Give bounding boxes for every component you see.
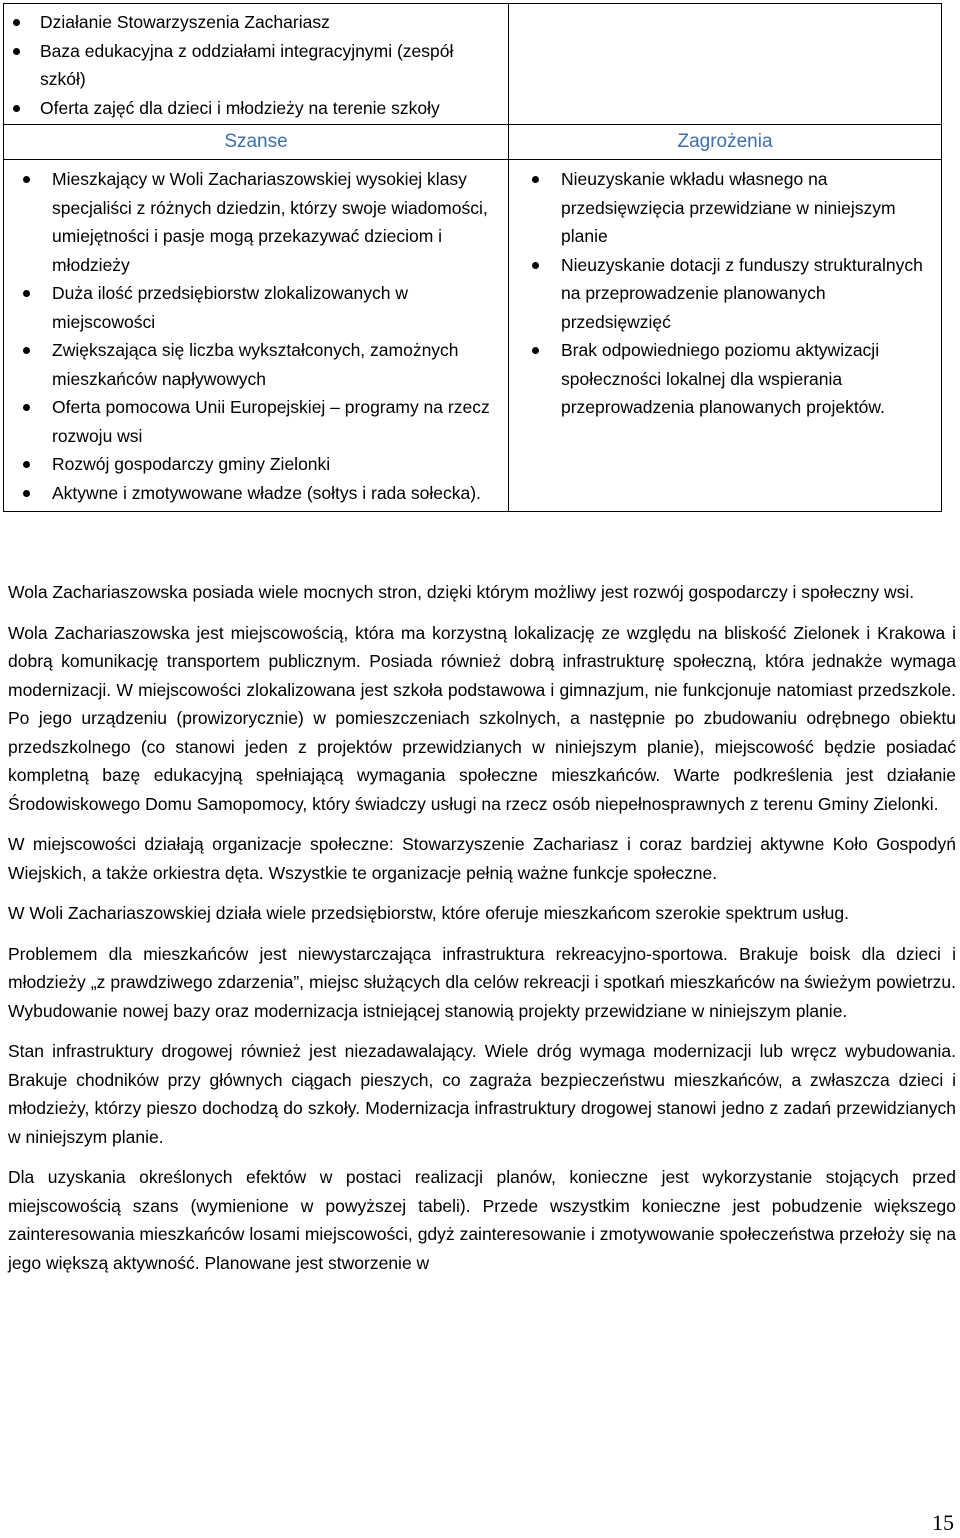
list-item: Rozwój gospodarczy gminy Zielonki xyxy=(4,450,508,479)
paragraph: W miejscowości działają organizacje społeczne: Stowarzyszenie Zachariasz i coraz bardziej aktywne Koło Gospodyń Wiejskich, a także orkiestra dęta. Wszystkie te organizacje pełnią ważne funkcje społeczne. xyxy=(8,834,956,883)
list-item: Działanie Stowarzyszenia Zachariasz xyxy=(4,8,508,37)
threats-cell xyxy=(509,160,942,512)
list-item: Baza edukacyjna z oddziałami integracyjnymi (zespół szkół) xyxy=(4,37,508,94)
threats-list xyxy=(509,160,941,426)
weaknesses-cell xyxy=(509,4,942,125)
paragraph: W Woli Zachariaszowskiej działa wiele przedsiębiorstw, które oferuje mieszkańcom szerokie spektrum usług. xyxy=(8,903,849,923)
paragraph: Wola Zachariaszowska jest miejscowością, która ma korzystną lokalizację ze względu na bliskość Zielonek i Krakowa i dobrą komunikację transportem publicznym. Posiada również dobrą infrastrukturę społeczną, która jednakże wymaga modernizacji. W miejscowości zlokalizowana jest szkoła podstawowa i gimnazjum, nie funkcjonuje natomiast przedszkole. Po jego urządzeniu (prowizorycznie) w pomieszczeniach szkolnych, a następnie po zbudowaniu odrębnego obiektu przedszkolnego (co stanowi jeden z projektów przewidzianych w niniejszym planie), miejscowość będzie posiadać kompletną bazę edukacyjną spełniającą wymagania społeczne mieszkańców. Warte podkreślenia jest działanie Środowiskowego Domu Samopomocy, który świadczy usługi na rzecz osób niepełnosprawnych z terenu Gminy Zielonki. xyxy=(8,622,956,814)
strengths-list xyxy=(4,4,508,124)
list-item: Mieszkający w Woli Zachariaszowskiej wysokiej klasy specjaliści z różnych dziedzin, którzy swoje wiadomości, umiejętności i pasje mogą przekazywać dzieciom i młodzieży xyxy=(4,165,508,279)
paragraph: Dla uzyskania określonych efektów w postaci realizacji planów, konieczne jest wykorzystanie stojących przed miejscowością szans (wymienione w powyższej tabeli). Przede wszystkim konieczne jest pobudzenie większego zainteresowania mieszkańców losami miejscowości, gdyż zainteresowanie i zmotywowanie społeczeństwa przełoży się na jego większą aktywność. Planowane jest stworzenie w xyxy=(8,1167,956,1273)
page-number: 15 xyxy=(932,1510,954,1535)
header-row xyxy=(4,125,942,160)
strengths-row xyxy=(4,4,942,125)
opportunities-list xyxy=(4,160,508,511)
list-item: Aktywne i zmotywowane władze (sołtys i rada sołecka). xyxy=(4,479,508,508)
paragraph: Wola Zachariaszowska posiada wiele mocnych stron, dzięki którym możliwy jest rozwój gospodarczy i społeczny wsi. xyxy=(8,582,915,602)
body-text xyxy=(8,578,956,1289)
strengths-cell xyxy=(4,4,509,125)
threats-header: Zagrożenia xyxy=(509,125,942,160)
paragraph: Problemem dla mieszkańców jest niewystarczająca infrastruktura rekreacyjno-sportowa. Brakuje boisk dla dzieci i młodzieży „z prawdziwego zdarzenia”, miejsc służących dla celów rekreacji i spotkań mieszkańców na świeżym powietrzu. Wybudowanie nowej bazy oraz modernizacja istniejącej stanowią projekty przewidziane w niniejszym planie. xyxy=(8,943,956,1021)
list-item: Oferta pomocowa Unii Europejskiej – programy na rzecz rozwoju wsi xyxy=(4,393,508,450)
list-item: Zwiększająca się liczba wykształconych, zamożnych mieszkańców napływowych xyxy=(4,336,508,393)
content-row xyxy=(4,160,942,512)
swot-table xyxy=(3,3,942,512)
list-item: Duża ilość przedsiębiorstw zlokalizowanych w miejscowości xyxy=(4,279,508,336)
list-item: Oferta zajęć dla dzieci i młodzieży na terenie szkoły xyxy=(4,94,508,123)
paragraph: Stan infrastruktury drogowej również jest niezadawalający. Wiele dróg wymaga modernizacji lub wręcz wybudowania. Brakuje chodników przy głównych ciągach pieszych, co zagraża bezpieczeństwu mieszkańców, a zwłaszcza dzieci i młodzieży, którzy pieszo dochodzą do szkoły. Modernizacja infrastruktury drogowej stanowi jedno z zadań przewidzianych w niniejszym planie. xyxy=(8,1041,956,1147)
opportunities-cell xyxy=(4,160,509,512)
list-item: Brak odpowiedniego poziomu aktywizacji społeczności lokalnej dla wspierania przeprowadzenia planowanych projektów. xyxy=(509,336,941,422)
opportunities-header: Szanse xyxy=(4,125,509,160)
list-item: Nieuzyskanie dotacji z funduszy strukturalnych na przeprowadzenie planowanych przedsięwzięć xyxy=(509,251,941,337)
list-item: Nieuzyskanie wkładu własnego na przedsięwzięcia przewidziane w niniejszym planie xyxy=(509,165,941,251)
